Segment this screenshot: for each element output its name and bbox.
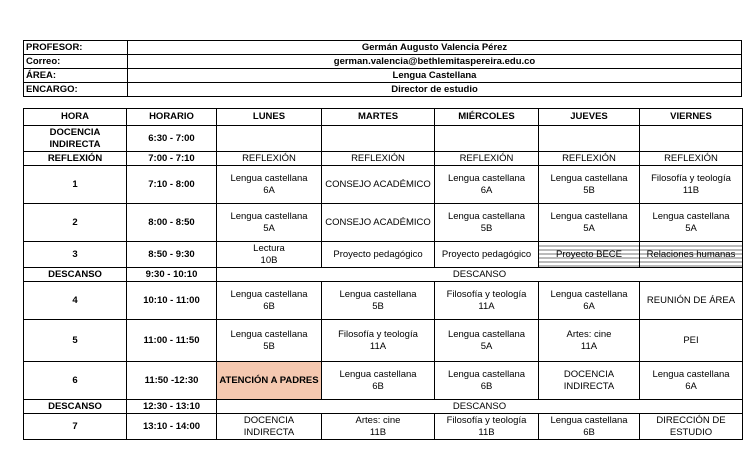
hora-cell: 3 bbox=[24, 242, 127, 268]
class-cell-line: Lengua castellana bbox=[550, 414, 628, 426]
class-cell-viernes bbox=[640, 362, 743, 400]
class-cell-lunes bbox=[217, 414, 322, 440]
break-cell: DESCANSO bbox=[217, 400, 743, 414]
class-cell-line: DOCENCIA bbox=[563, 368, 615, 380]
schedule-header-row bbox=[24, 109, 743, 126]
area-value: Lengua Castellana bbox=[128, 69, 742, 83]
class-cell-line: 11A bbox=[369, 340, 387, 352]
hora-cell: 6 bbox=[24, 362, 127, 400]
class-cell-lunes bbox=[217, 126, 322, 152]
class-cell-line: Lengua castellana bbox=[447, 368, 526, 380]
class-cell-viernes bbox=[640, 166, 743, 204]
area-label: ÁREA: bbox=[24, 69, 128, 83]
class-cell-line: Lengua castellana bbox=[230, 328, 308, 340]
class-cell-line: Lectura bbox=[253, 242, 285, 254]
header-horario: HORARIO bbox=[127, 109, 217, 126]
class-cell-martes bbox=[322, 414, 435, 440]
class-cell-line: 11B bbox=[682, 184, 700, 196]
class-cell-line: 5B bbox=[372, 300, 384, 312]
class-cell-jueves bbox=[539, 282, 640, 320]
class-cell-line: INDIRECTA bbox=[243, 426, 295, 438]
schedule-body bbox=[24, 126, 743, 440]
class-cell-line: 5B bbox=[583, 184, 595, 196]
class-cell-line: Artes: cine bbox=[355, 414, 401, 426]
class-cell-line: Lengua castellana bbox=[447, 328, 526, 340]
schedule-row bbox=[24, 362, 743, 400]
class-cell-jueves bbox=[539, 414, 640, 440]
class-cell-line: 5B bbox=[480, 222, 493, 234]
class-cell-line: Artes: cine bbox=[566, 328, 612, 340]
info-row-encargo bbox=[24, 83, 742, 97]
schedule-row bbox=[24, 282, 743, 320]
break-cell: DESCANSO bbox=[217, 268, 743, 282]
class-cell-line: Lengua castellana bbox=[230, 172, 308, 184]
class-cell-line: Lengua castellana bbox=[230, 210, 308, 222]
class-cell-lunes bbox=[217, 242, 322, 268]
class-cell-line: Lengua castellana bbox=[339, 288, 417, 300]
class-cell-line: Lengua castellana bbox=[550, 210, 628, 222]
schedule-row bbox=[24, 242, 743, 268]
class-cell-lunes bbox=[217, 204, 322, 242]
class-cell-martes: Proyecto pedagógico bbox=[322, 242, 435, 268]
class-cell-miercoles bbox=[435, 126, 539, 152]
class-cell-lunes bbox=[217, 320, 322, 362]
class-cell-martes: CONSEJO ACADÉMICO bbox=[322, 166, 435, 204]
header-miercoles: MIÉRCOLES bbox=[435, 109, 539, 126]
class-cell-jueves: Proyecto BECE bbox=[539, 242, 640, 268]
class-cell-miercoles bbox=[435, 166, 539, 204]
hora-cell: 7 bbox=[24, 414, 127, 440]
class-cell-line: Lengua castellana bbox=[550, 172, 628, 184]
class-cell-viernes: REFLEXIÓN bbox=[640, 152, 743, 166]
class-cell-jueves bbox=[539, 126, 640, 152]
class-cell-line: 11A bbox=[580, 340, 598, 352]
class-cell-miercoles bbox=[435, 320, 539, 362]
class-cell-lunes bbox=[217, 166, 322, 204]
class-cell-line: 10B bbox=[260, 254, 278, 266]
horario-cell: 12:30 - 13:10 bbox=[127, 400, 217, 414]
class-cell-martes bbox=[322, 362, 435, 400]
header-viernes: VIERNES bbox=[640, 109, 743, 126]
class-cell-line: 11B bbox=[478, 426, 495, 438]
hora-cell: 4 bbox=[24, 282, 127, 320]
horario-cell: 9:30 - 10:10 bbox=[127, 268, 217, 282]
class-cell-jueves: REFLEXIÓN bbox=[539, 152, 640, 166]
class-cell-jueves bbox=[539, 166, 640, 204]
info-row-area bbox=[24, 69, 742, 83]
class-cell-viernes bbox=[640, 414, 743, 440]
hora-cell: 1 bbox=[24, 166, 127, 204]
schedule-row bbox=[24, 320, 743, 362]
class-cell-line: 6A bbox=[685, 380, 697, 392]
class-cell-line: DOCENCIA bbox=[243, 414, 295, 426]
hora-cell: 2 bbox=[24, 204, 127, 242]
class-cell-line: Lengua castellana bbox=[447, 210, 526, 222]
class-cell-martes: CONSEJO ACADÉMICO bbox=[322, 204, 435, 242]
class-cell-lunes bbox=[217, 282, 322, 320]
class-cell-line: 6A bbox=[583, 300, 595, 312]
info-row-correo bbox=[24, 55, 742, 69]
class-cell-viernes: Relaciones humanas bbox=[640, 242, 743, 268]
class-cell-viernes: PEI bbox=[640, 320, 743, 362]
horario-cell: 11:50 -12:30 bbox=[127, 362, 217, 400]
class-cell-line: 6B bbox=[583, 426, 595, 438]
class-cell-line: 6A bbox=[480, 184, 493, 196]
class-cell-martes bbox=[322, 126, 435, 152]
horario-cell: 7:00 - 7:10 bbox=[127, 152, 217, 166]
horario-cell: 8:50 - 9:30 bbox=[127, 242, 217, 268]
horario-cell: 11:00 - 11:50 bbox=[127, 320, 217, 362]
class-cell-jueves bbox=[539, 362, 640, 400]
hora-cell: 5 bbox=[24, 320, 127, 362]
class-cell-line: 5A bbox=[685, 222, 697, 234]
schedule-row bbox=[24, 268, 743, 282]
class-cell-line: Filosofía y teología bbox=[446, 414, 527, 426]
class-cell-miercoles bbox=[435, 282, 539, 320]
class-cell-miercoles bbox=[435, 204, 539, 242]
horario-cell: 8:00 - 8:50 bbox=[127, 204, 217, 242]
profesor-label: PROFESOR: bbox=[24, 41, 128, 55]
class-cell-line: 5A bbox=[263, 222, 275, 234]
class-cell-line: Lengua castellana bbox=[447, 172, 526, 184]
teacher-info-table bbox=[23, 40, 742, 97]
schedule-row bbox=[24, 166, 743, 204]
class-cell-line: Lengua castellana bbox=[652, 368, 730, 380]
class-cell-line: 5A bbox=[583, 222, 595, 234]
class-cell-line: 11A bbox=[478, 300, 495, 312]
class-cell-line: 6B bbox=[263, 300, 275, 312]
schedule-row bbox=[24, 400, 743, 414]
class-cell-miercoles bbox=[435, 362, 539, 400]
correo-value: german.valencia@bethlemitaspereira.edu.co bbox=[128, 55, 742, 69]
header-martes: MARTES bbox=[322, 109, 435, 126]
class-cell-line: ESTUDIO bbox=[669, 426, 713, 438]
horario-cell: 13:10 - 14:00 bbox=[127, 414, 217, 440]
class-cell-lunes: REFLEXIÓN bbox=[217, 152, 322, 166]
class-cell-line: 6A bbox=[263, 184, 275, 196]
encargo-value: Director de estudio bbox=[128, 83, 742, 97]
hora-cell: DOCENCIA INDIRECTA bbox=[24, 126, 127, 152]
class-cell-line: Lengua castellana bbox=[550, 288, 628, 300]
header-lunes: LUNES bbox=[217, 109, 322, 126]
class-cell-line: DIRECCIÓN DE bbox=[656, 414, 726, 426]
class-cell-miercoles: REFLEXIÓN bbox=[435, 152, 539, 166]
class-cell-miercoles bbox=[435, 414, 539, 440]
class-cell-line: 6B bbox=[480, 380, 493, 392]
class-cell-line: Lengua castellana bbox=[339, 368, 417, 380]
class-cell-line: 5B bbox=[263, 340, 275, 352]
class-cell-viernes bbox=[640, 204, 743, 242]
header-hora: HORA bbox=[24, 109, 127, 126]
schedule-row bbox=[24, 414, 743, 440]
class-cell-miercoles: Proyecto pedagógico bbox=[435, 242, 539, 268]
schedule-row bbox=[24, 152, 743, 166]
hora-cell: DESCANSO bbox=[24, 400, 127, 414]
hora-cell: DESCANSO bbox=[24, 268, 127, 282]
horario-cell: 6:30 - 7:00 bbox=[127, 126, 217, 152]
class-cell-martes bbox=[322, 320, 435, 362]
class-cell-martes: REFLEXIÓN bbox=[322, 152, 435, 166]
header-jueves: JUEVES bbox=[539, 109, 640, 126]
class-cell-line: Filosofía y teología bbox=[651, 172, 731, 184]
hora-cell: REFLEXIÓN bbox=[24, 152, 127, 166]
class-cell-line: Lengua castellana bbox=[652, 210, 730, 222]
class-cell-line: Filosofía y teología bbox=[338, 328, 418, 340]
encargo-label: ENCARGO: bbox=[24, 83, 128, 97]
class-cell-jueves bbox=[539, 204, 640, 242]
profesor-value: Germán Augusto Valencia Pérez bbox=[128, 41, 742, 55]
class-cell-martes bbox=[322, 282, 435, 320]
class-cell-line: 11B bbox=[369, 426, 387, 438]
class-cell-lunes: ATENCIÓN A PADRES bbox=[217, 362, 322, 400]
class-cell-jueves bbox=[539, 320, 640, 362]
correo-label: Correo: bbox=[24, 55, 128, 69]
class-cell-line: Lengua castellana bbox=[230, 288, 308, 300]
class-cell-line: 6B bbox=[372, 380, 384, 392]
info-row-profesor bbox=[24, 41, 742, 55]
class-cell-line: INDIRECTA bbox=[563, 380, 615, 392]
class-cell-line: Filosofía y teología bbox=[446, 288, 527, 300]
horario-cell: 10:10 - 11:00 bbox=[127, 282, 217, 320]
class-cell-line: 5A bbox=[480, 340, 493, 352]
class-cell-viernes bbox=[640, 126, 743, 152]
schedule-row bbox=[24, 204, 743, 242]
horario-cell: 7:10 - 8:00 bbox=[127, 166, 217, 204]
class-cell-viernes: REUNIÓN DE ÁREA bbox=[640, 282, 743, 320]
schedule-row bbox=[24, 126, 743, 152]
weekly-schedule-table bbox=[23, 108, 743, 440]
